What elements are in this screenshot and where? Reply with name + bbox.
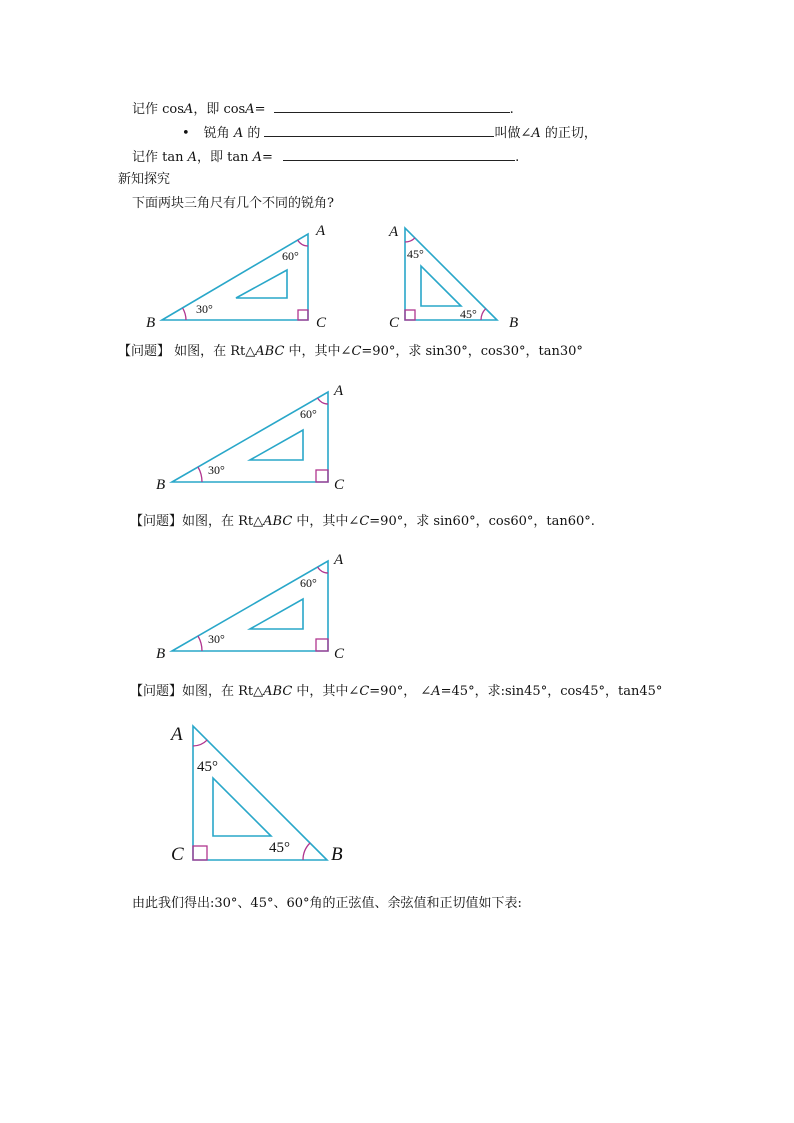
right-angle-mark (316, 470, 328, 482)
right-angle-mark (405, 310, 415, 320)
tan-definition-line: 记作 tan A，即 tan A= . (132, 150, 520, 165)
angle-a-arc (405, 238, 415, 242)
vertex-a-label: A (171, 724, 183, 745)
angle-b-label: 45° (269, 840, 290, 856)
vertex-c-label: C (334, 646, 345, 662)
question-1-triangle-figure (150, 378, 355, 496)
vertex-b-label: B (331, 844, 343, 865)
angle-b-arc (303, 843, 310, 860)
angle-a-arc (318, 567, 328, 573)
vertex-b-label: B (156, 646, 166, 662)
inner-triangle (236, 270, 287, 298)
set-square-30-60-figure (140, 220, 340, 335)
set-square-45-figure (385, 220, 535, 335)
inner-triangle (213, 778, 271, 836)
vertex-c-label: C (389, 315, 400, 331)
question-intro: 下面两块三角尺有几个不同的锐角? (132, 196, 334, 211)
angle-b-arc (198, 636, 202, 651)
question-2: 【问题】如图，在 Rt△ABC 中，其中∠C=90°，求 sin60°，cos60°，tan60°. (130, 514, 595, 529)
question-3: 【问题】如图，在 Rt△ABC 中，其中∠C=90°， ∠A=45°，求:sin45°，cos45°，tan45° (130, 684, 663, 699)
angle-a-label: 60° (300, 576, 317, 590)
question-1: 【问题】 如图，在 Rt△ABC 中，其中∠C=90°，求 sin30°，cos30°，tan30° (118, 344, 583, 359)
section-title: 新知探究 (118, 172, 171, 187)
vertex-a-label: A (334, 383, 344, 399)
right-angle-mark (298, 310, 308, 320)
angle-a-arc (298, 240, 308, 246)
inner-triangle (250, 430, 303, 460)
angle-b-label: 30° (208, 632, 225, 646)
inner-triangle (250, 599, 303, 629)
angle-a-label: 60° (282, 249, 299, 263)
vertex-a-label: A (334, 552, 344, 568)
angle-a-arc (193, 740, 207, 746)
cos-definition-line: 记作 cosA，即 cosA= . (132, 102, 514, 117)
vertex-c-label: C (334, 477, 345, 493)
angle-b-arc (183, 308, 186, 320)
angle-b-label: 30° (208, 463, 225, 477)
angle-a-label: 60° (300, 407, 317, 421)
vertex-c-label: C (316, 315, 327, 331)
angle-b-arc (481, 309, 486, 320)
angle-b-arc (198, 467, 202, 482)
angle-b-label: 45° (460, 307, 477, 321)
angle-a-arc (318, 398, 328, 404)
angle-b-label: 30° (196, 302, 213, 316)
question-3-triangle-figure (165, 718, 365, 868)
outer-triangle (172, 561, 328, 651)
conclusion-line: 由此我们得出:30°、45°、60°角的正弦值、余弦值和正切值如下表: (132, 896, 522, 911)
right-angle-mark (316, 639, 328, 651)
vertex-c-label: C (171, 844, 184, 865)
bullet: • (182, 126, 190, 141)
tan-intro-line: • 锐角 A 的 叫做∠A 的正切， (182, 126, 597, 141)
right-angle-mark (193, 846, 207, 860)
cos-answer-blank[interactable] (274, 100, 510, 113)
vertex-a-label: A (316, 223, 326, 239)
vertex-b-label: B (509, 315, 519, 331)
inner-triangle (421, 266, 461, 306)
vertex-a-label: A (389, 224, 399, 240)
tan-answer-blank[interactable] (283, 148, 515, 161)
outer-triangle (162, 234, 308, 320)
question-2-triangle-figure (150, 547, 355, 665)
tan-ratio-blank[interactable] (264, 124, 494, 137)
angle-a-label: 45° (197, 759, 218, 775)
angle-a-label: 45° (407, 247, 424, 261)
vertex-b-label: B (146, 315, 156, 331)
vertex-b-label: B (156, 477, 166, 493)
outer-triangle (172, 392, 328, 482)
